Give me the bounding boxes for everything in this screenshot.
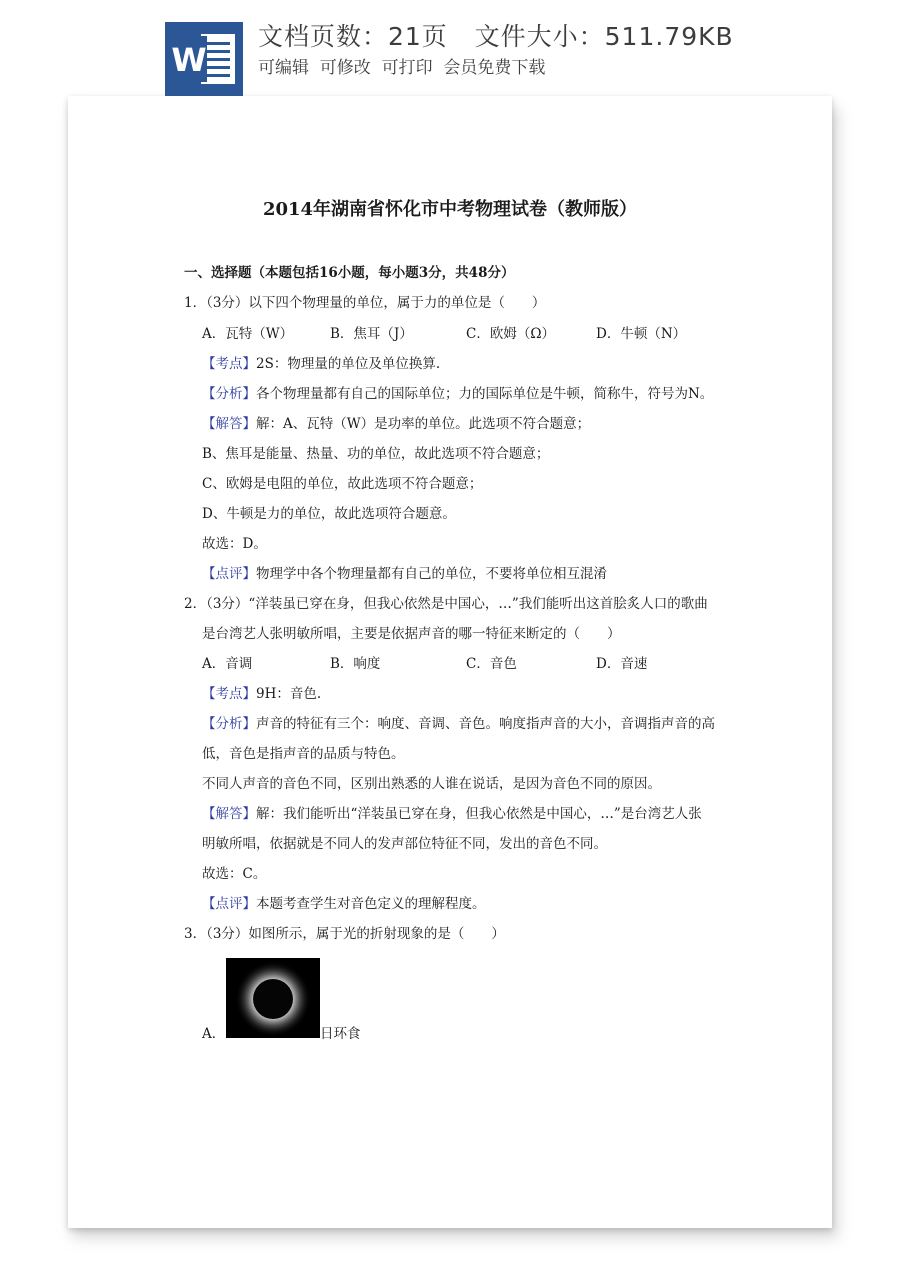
jieda-tag: 【解答】: [202, 806, 256, 822]
q2-jieda: 【解答】解：我们能听出“洋装虽已穿在身，但我心依然是中国心，…”是台湾艺人张: [202, 806, 702, 822]
file-info: 文档页数：21页 文件大小：511.79KB: [258, 22, 734, 51]
q1-option-b: B．焦耳（J）: [330, 326, 413, 342]
q3-option-a-letter: A．: [202, 1026, 226, 1042]
download-banner: [0, 0, 900, 100]
dianping-tag: 【点评】: [202, 566, 256, 582]
q1-jieda: 【解答】解：A、瓦特（W）是功率的单位。此选项不符合题意；: [202, 416, 591, 432]
q2-fenxi: 【分析】声音的特征有三个：响度、音调、音色。响度指声音的大小，音调指声音的高: [202, 716, 715, 732]
q1-jieda-line: D、牛顿是力的单位，故此选项符合题意。: [202, 506, 456, 522]
q2-dianping: 【点评】本题考查学生对音色定义的理解程度。: [202, 896, 486, 912]
q1-jieda-line: C、欧姆是电阻的单位，故此选项不符合题意；: [202, 476, 483, 492]
q2-fenxi-line: 低，音色是指声音的品质与特色。: [202, 746, 405, 762]
q2-jieda-line: 明敏所唱，依据就是不同人的发声部位特征不同，发出的音色不同。: [202, 836, 607, 852]
document-title: 2014年湖南省怀化市中考物理试卷（教师版）: [262, 199, 638, 220]
q3-option-a-caption: 日环食: [320, 1026, 361, 1042]
q1-option-a: A．瓦特（W）: [202, 326, 294, 342]
q2-option-b: B．响度: [330, 656, 381, 672]
section-heading: 一、选择题（本题包括16小题，每小题3分，共48分）: [184, 265, 515, 281]
fenxi-tag: 【分析】: [202, 716, 256, 732]
q2-option-d: D．音速: [596, 656, 648, 672]
word-icon-letter: W: [171, 41, 207, 79]
question-2-stem: 2．（3分）“洋装虽已穿在身，但我心依然是中国心，…”我们能听出这首脍炙人口的歌曲: [184, 596, 708, 612]
question-3-stem: 3．（3分）如图所示，属于光的折射现象的是（ ）: [184, 926, 505, 942]
q1-fenxi: 【分析】各个物理量都有自己的国际单位；力的国际单位是牛顿，简称牛，符号为N。: [202, 386, 714, 402]
kaodian-tag: 【考点】: [202, 356, 256, 372]
jieda-tag: 【解答】: [202, 416, 256, 432]
kaodian-tag: 【考点】: [202, 686, 256, 702]
q1-option-d: D．牛顿（N）: [596, 326, 687, 342]
q2-answer: 故选：C。: [202, 866, 267, 882]
q1-answer: 故选：D。: [202, 536, 267, 552]
q2-option-a: A．音调: [202, 656, 253, 672]
q1-option-c: C．欧姆（Ω）: [466, 326, 556, 342]
question-2-stem-cont: 是台湾艺人张明敏所唱，主要是依据声音的哪一特征来断定的（ ）: [202, 626, 621, 642]
annular-eclipse-image: [226, 958, 320, 1038]
q2-option-c: C．音色: [466, 656, 517, 672]
file-features: 可编辑 可修改 可打印 会员免费下载: [258, 58, 546, 78]
q1-kaodian: 【考点】2S：物理量的单位及单位换算.: [202, 356, 441, 372]
question-1-stem: 1．（3分）以下四个物理量的单位，属于力的单位是（ ）: [184, 295, 546, 311]
q1-jieda-line: B、焦耳是能量、热量、功的单位，故此选项不符合题意；: [202, 446, 550, 462]
q2-kaodian: 【考点】9H：音色.: [202, 686, 322, 702]
q2-fenxi-line: 不同人声音的音色不同，区别出熟悉的人谁在说话，是因为音色不同的原因。: [202, 776, 661, 792]
fenxi-tag: 【分析】: [202, 386, 256, 402]
word-document-icon: [165, 22, 243, 96]
document-page: [68, 96, 832, 1228]
q1-dianping: 【点评】物理学中各个物理量都有自己的单位，不要将单位相互混淆: [202, 566, 607, 582]
dianping-tag: 【点评】: [202, 896, 256, 912]
